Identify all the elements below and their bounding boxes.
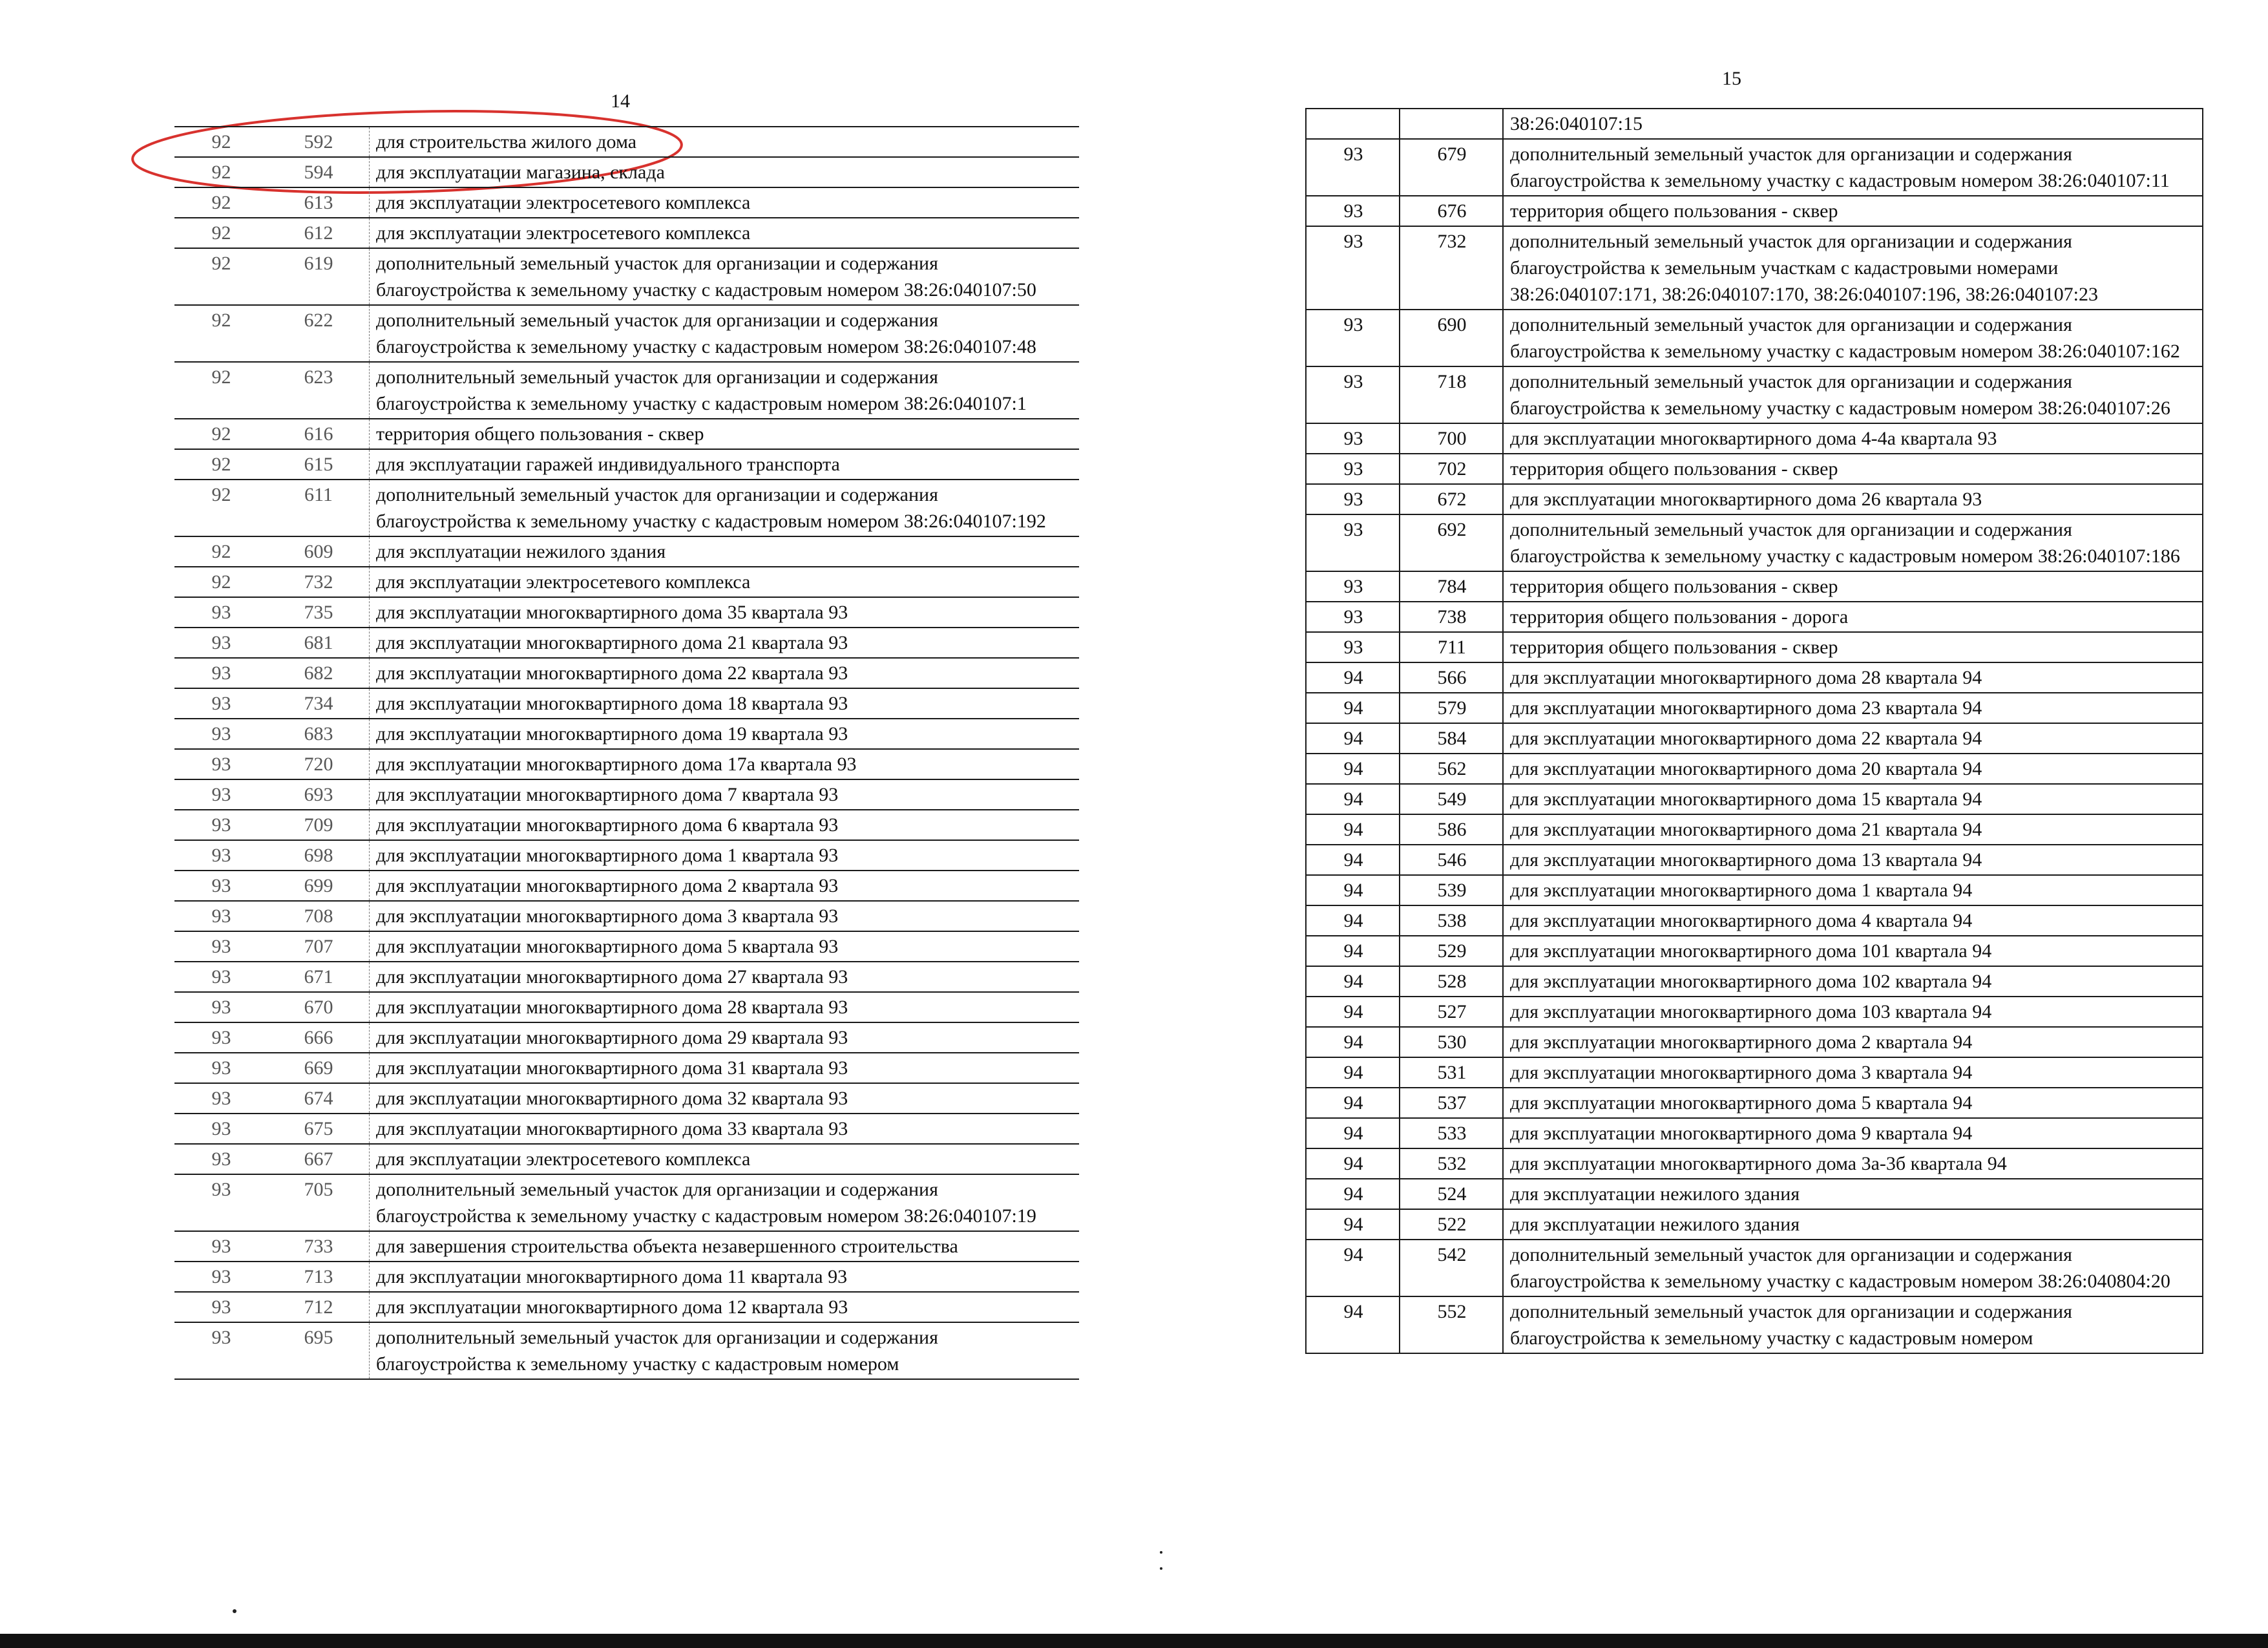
purpose-cell: для эксплуатации электросетевого комплекса	[370, 567, 1080, 597]
quarter-cell: 92	[174, 248, 267, 305]
parcel-number-cell: 527	[1400, 997, 1503, 1027]
purpose-cell: для эксплуатации многоквартирного дома 28 квартала 93	[370, 992, 1080, 1022]
purpose-cell: для эксплуатации многоквартирного дома 22 квартала 93	[370, 658, 1080, 688]
quarter-cell: 94	[1306, 1240, 1400, 1296]
quarter-cell: 93	[1306, 310, 1400, 366]
quarter-cell: 93	[1306, 196, 1400, 226]
parcel-number-cell: 612	[267, 218, 370, 248]
parcel-number-cell: 537	[1400, 1088, 1503, 1118]
parcel-number-cell: 579	[1400, 693, 1503, 723]
parcel-number-cell: 539	[1400, 875, 1503, 905]
table-row	[174, 157, 1079, 187]
parcel-number-cell: 623	[267, 362, 370, 419]
parcel-number-cell: 700	[1400, 423, 1503, 454]
parcel-number-cell: 692	[1400, 514, 1503, 571]
table-row	[174, 901, 1079, 931]
quarter-cell: 93	[1306, 226, 1400, 310]
purpose-cell: дополнительный земельный участок для организации и содержания благоустройства к земельному участку с кадастровым номером 38:26:040107:26	[1503, 366, 2203, 423]
table-row	[174, 1083, 1079, 1114]
purpose-cell: для эксплуатации многоквартирного дома 21 квартала 93	[370, 628, 1080, 658]
quarter-cell: 94	[1306, 693, 1400, 723]
purpose-cell: для эксплуатации электросетевого комплекса	[370, 1144, 1080, 1174]
quarter-cell: 93	[174, 1292, 267, 1322]
quarter-cell: 93	[174, 688, 267, 719]
parcel-number-cell: 702	[1400, 454, 1503, 484]
purpose-cell: для эксплуатации нежилого здания	[1503, 1209, 2203, 1240]
purpose-cell: для эксплуатации многоквартирного дома 4 квартала 94	[1503, 905, 2203, 936]
table-row	[1306, 693, 2203, 723]
table-row	[174, 1262, 1079, 1292]
purpose-cell: для эксплуатации многоквартирного дома 19 квартала 93	[370, 719, 1080, 749]
parcel-number-cell: 615	[267, 449, 370, 480]
table-row	[1306, 632, 2203, 662]
purpose-cell: для эксплуатации многоквартирного дома 2 квартала 94	[1503, 1027, 2203, 1057]
table-row	[1306, 423, 2203, 454]
table-row	[1306, 1240, 2203, 1296]
quarter-cell: 93	[1306, 423, 1400, 454]
purpose-cell: для строительства жилого дома	[370, 127, 1080, 157]
purpose-cell: для эксплуатации многоквартирного дома 5 квартала 93	[370, 931, 1080, 962]
parcel-number-cell: 708	[267, 901, 370, 931]
table-row	[174, 1231, 1079, 1262]
quarter-cell: 94	[1306, 1057, 1400, 1088]
parcel-number-cell: 698	[267, 840, 370, 871]
quarter-cell: 93	[174, 840, 267, 871]
quarter-cell: 93	[1306, 484, 1400, 514]
parcel-number-cell: 670	[267, 992, 370, 1022]
purpose-cell: для эксплуатации многоквартирного дома 12 квартала 93	[370, 1292, 1080, 1322]
quarter-cell: 94	[1306, 754, 1400, 784]
purpose-cell: для эксплуатации электросетевого комплекса	[370, 218, 1080, 248]
quarter-cell: 92	[174, 157, 267, 187]
table-row	[174, 362, 1079, 419]
page-14	[174, 90, 1079, 1545]
purpose-cell: дополнительный земельный участок для организации и содержания благоустройства к земельному участку с кадастровым номером 38:26:040107:19	[370, 1174, 1080, 1231]
table-row	[174, 597, 1079, 628]
table-row	[1306, 454, 2203, 484]
parcel-number-cell: 592	[267, 127, 370, 157]
scan-speck	[233, 1609, 236, 1613]
quarter-cell: 94	[1306, 723, 1400, 754]
quarter-cell: 94	[1306, 1209, 1400, 1240]
purpose-cell: для эксплуатации многоквартирного дома 9 квартала 94	[1503, 1118, 2203, 1148]
table-row	[174, 779, 1079, 810]
parcel-number-cell: 713	[267, 1262, 370, 1292]
parcel-number-cell: 733	[267, 1231, 370, 1262]
table-row	[1306, 1057, 2203, 1088]
purpose-cell: для эксплуатации многоквартирного дома 23 квартала 94	[1503, 693, 2203, 723]
quarter-cell: 94	[1306, 1088, 1400, 1118]
parcel-number-cell: 690	[1400, 310, 1503, 366]
parcel-number-cell	[1400, 109, 1503, 139]
purpose-cell: для эксплуатации многоквартирного дома 29 квартала 93	[370, 1022, 1080, 1053]
quarter-cell: 93	[174, 1083, 267, 1114]
purpose-cell: для эксплуатации многоквартирного дома 103 квартала 94	[1503, 997, 2203, 1027]
parcel-number-cell: 712	[267, 1292, 370, 1322]
parcel-number-cell: 682	[267, 658, 370, 688]
quarter-cell: 93	[174, 1262, 267, 1292]
table-row	[1306, 723, 2203, 754]
purpose-cell: территория общего пользования - сквер	[1503, 454, 2203, 484]
parcel-number-cell: 693	[267, 779, 370, 810]
table-row	[1306, 1027, 2203, 1057]
quarter-cell: 93	[174, 992, 267, 1022]
quarter-cell: 93	[174, 1144, 267, 1174]
quarter-cell: 93	[174, 1174, 267, 1231]
table-row	[174, 658, 1079, 688]
purpose-cell: для эксплуатации магазина, склада	[370, 157, 1080, 187]
page-15	[1305, 68, 2210, 1522]
parcel-number-cell: 531	[1400, 1057, 1503, 1088]
table-row	[174, 1174, 1079, 1231]
table-row	[174, 962, 1079, 992]
parcel-number-cell: 613	[267, 187, 370, 218]
quarter-cell: 93	[1306, 139, 1400, 196]
purpose-cell: территория общего пользования - сквер	[1503, 571, 2203, 602]
quarter-cell: 92	[174, 218, 267, 248]
table-row	[1306, 139, 2203, 196]
table-row	[1306, 662, 2203, 693]
purpose-cell: для эксплуатации многоквартирного дома 5 квартала 94	[1503, 1088, 2203, 1118]
quarter-cell: 93	[174, 719, 267, 749]
table-row	[1306, 754, 2203, 784]
quarter-cell: 93	[174, 1022, 267, 1053]
parcel-number-cell: 528	[1400, 966, 1503, 997]
purpose-cell: дополнительный земельный участок для организации и содержания благоустройства к земельному участку с кадастровым номером 38:26:040107:1	[370, 362, 1080, 419]
purpose-cell: для эксплуатации многоквартирного дома 21 квартала 94	[1503, 814, 2203, 845]
quarter-cell: 92	[174, 480, 267, 536]
purpose-cell: для эксплуатации многоквартирного дома 31 квартала 93	[370, 1053, 1080, 1083]
quarter-cell: 94	[1306, 997, 1400, 1027]
purpose-cell: для эксплуатации многоквартирного дома 6 квартала 93	[370, 810, 1080, 840]
quarter-cell: 92	[174, 449, 267, 480]
table-row	[174, 931, 1079, 962]
purpose-cell: для эксплуатации многоквартирного дома 1 квартала 94	[1503, 875, 2203, 905]
purpose-cell: для эксплуатации многоквартирного дома 18 квартала 93	[370, 688, 1080, 719]
parcel-number-cell: 695	[267, 1322, 370, 1379]
quarter-cell: 93	[174, 658, 267, 688]
parcel-number-cell: 622	[267, 305, 370, 362]
table-row	[174, 218, 1079, 248]
purpose-cell: дополнительный земельный участок для организации и содержания благоустройства к земельному участку с кадастровым номером	[1503, 1296, 2203, 1353]
purpose-cell: территория общего пользования - сквер	[370, 419, 1080, 449]
quarter-cell: 92	[174, 567, 267, 597]
quarter-cell: 93	[174, 810, 267, 840]
parcel-number-cell: 675	[267, 1114, 370, 1144]
parcel-number-cell: 586	[1400, 814, 1503, 845]
table-row	[1306, 1148, 2203, 1179]
parcel-number-cell: 672	[1400, 484, 1503, 514]
purpose-cell: дополнительный земельный участок для организации и содержания благоустройства к земельному участку с кадастровым номером 38:26:040107:162	[1503, 310, 2203, 366]
parcel-table	[1305, 108, 2203, 1354]
purpose-cell: для эксплуатации многоквартирного дома 35 квартала 93	[370, 597, 1080, 628]
page-number: 15	[1722, 68, 1741, 89]
purpose-cell: для эксплуатации многоквартирного дома 4-4а квартала 93	[1503, 423, 2203, 454]
purpose-cell: для завершения строительства объекта незавершенного строительства	[370, 1231, 1080, 1262]
parcel-number-cell: 532	[1400, 1148, 1503, 1179]
purpose-cell: для эксплуатации многоквартирного дома 17а квартала 93	[370, 749, 1080, 779]
table-row	[1306, 571, 2203, 602]
parcel-number-cell: 530	[1400, 1027, 1503, 1057]
table-row	[1306, 845, 2203, 875]
quarter-cell: 93	[1306, 366, 1400, 423]
quarter-cell: 94	[1306, 784, 1400, 814]
purpose-cell: для эксплуатации многоквартирного дома 11 квартала 93	[370, 1262, 1080, 1292]
purpose-cell: 38:26:040107:15	[1503, 109, 2203, 139]
purpose-cell: дополнительный земельный участок для организации и содержания благоустройства к земельному участку с кадастровым номером	[370, 1322, 1080, 1379]
table-row	[1306, 1179, 2203, 1209]
quarter-cell: 93	[174, 962, 267, 992]
table-row	[174, 187, 1079, 218]
purpose-cell: территория общего пользования - сквер	[1503, 632, 2203, 662]
table-row	[1306, 366, 2203, 423]
parcel-number-cell: 671	[267, 962, 370, 992]
parcel-number-cell: 784	[1400, 571, 1503, 602]
quarter-cell	[1306, 109, 1400, 139]
parcel-number-cell: 524	[1400, 1179, 1503, 1209]
purpose-cell: для эксплуатации многоквартирного дома 27 квартала 93	[370, 962, 1080, 992]
quarter-cell: 93	[174, 779, 267, 810]
scan-edge	[0, 1634, 2268, 1648]
purpose-cell: для эксплуатации многоквартирного дома 102 квартала 94	[1503, 966, 2203, 997]
table-row	[174, 688, 1079, 719]
table-row	[174, 449, 1079, 480]
table-row	[174, 127, 1079, 157]
quarter-cell: 94	[1306, 1148, 1400, 1179]
quarter-cell: 94	[1306, 662, 1400, 693]
quarter-cell: 93	[1306, 632, 1400, 662]
parcel-number-cell: 674	[267, 1083, 370, 1114]
table-row	[174, 719, 1079, 749]
quarter-cell: 94	[1306, 1296, 1400, 1353]
quarter-cell: 93	[174, 1231, 267, 1262]
quarter-cell: 92	[174, 187, 267, 218]
parcel-number-cell: 707	[267, 931, 370, 962]
quarter-cell: 93	[174, 871, 267, 901]
parcel-number-cell: 718	[1400, 366, 1503, 423]
parcel-number-cell: 611	[267, 480, 370, 536]
purpose-cell: дополнительный земельный участок для организации и содержания благоустройства к земельному участку с кадастровым номером 38:26:040107:186	[1503, 514, 2203, 571]
purpose-cell: для эксплуатации многоквартирного дома 1 квартала 93	[370, 840, 1080, 871]
parcel-number-cell: 619	[267, 248, 370, 305]
quarter-cell: 93	[174, 1322, 267, 1379]
purpose-cell: территория общего пользования - сквер	[1503, 196, 2203, 226]
parcel-number-cell: 720	[267, 749, 370, 779]
purpose-cell: дополнительный земельный участок для организации и содержания благоустройства к земельному участку с кадастровым номером 38:26:040107:11	[1503, 139, 2203, 196]
purpose-cell: для эксплуатации многоквартирного дома 101 квартала 94	[1503, 936, 2203, 966]
parcel-number-cell: 566	[1400, 662, 1503, 693]
scan-speck	[1160, 1567, 1162, 1570]
table-row	[1306, 310, 2203, 366]
parcel-number-cell: 699	[267, 871, 370, 901]
parcel-number-cell: 709	[267, 810, 370, 840]
quarter-cell: 94	[1306, 1118, 1400, 1148]
table-row	[174, 536, 1079, 567]
quarter-cell: 94	[1306, 966, 1400, 997]
parcel-number-cell: 667	[267, 1144, 370, 1174]
purpose-cell: для эксплуатации многоквартирного дома 33 квартала 93	[370, 1114, 1080, 1144]
purpose-cell: дополнительный земельный участок для организации и содержания благоустройства к земельному участку с кадастровым номером 38:26:040107:48	[370, 305, 1080, 362]
table-row	[174, 749, 1079, 779]
table-row	[1306, 966, 2203, 997]
purpose-cell: для эксплуатации нежилого здания	[370, 536, 1080, 567]
table-row	[1306, 1296, 2203, 1353]
table-row	[1306, 1088, 2203, 1118]
parcel-number-cell: 679	[1400, 139, 1503, 196]
table-row	[174, 840, 1079, 871]
purpose-cell: для эксплуатации многоквартирного дома 32 квартала 93	[370, 1083, 1080, 1114]
quarter-cell: 93	[174, 1053, 267, 1083]
parcel-number-cell: 711	[1400, 632, 1503, 662]
table-row	[1306, 814, 2203, 845]
purpose-cell: для эксплуатации гаражей индивидуального транспорта	[370, 449, 1080, 480]
parcel-number-cell: 734	[267, 688, 370, 719]
quarter-cell: 92	[174, 362, 267, 419]
parcel-number-cell: 533	[1400, 1118, 1503, 1148]
parcel-number-cell: 666	[267, 1022, 370, 1053]
table-row	[174, 1322, 1079, 1379]
purpose-cell: для эксплуатации многоквартирного дома 3 квартала 93	[370, 901, 1080, 931]
quarter-cell: 92	[174, 419, 267, 449]
table-row	[174, 1292, 1079, 1322]
table-row	[174, 567, 1079, 597]
quarter-cell: 94	[1306, 936, 1400, 966]
table-row	[1306, 484, 2203, 514]
scan-speck	[1160, 1551, 1162, 1554]
quarter-cell: 93	[1306, 514, 1400, 571]
purpose-cell: для эксплуатации многоквартирного дома 28 квартала 94	[1503, 662, 2203, 693]
quarter-cell: 93	[174, 597, 267, 628]
table-row	[1306, 196, 2203, 226]
parcel-number-cell: 683	[267, 719, 370, 749]
table-row	[174, 1022, 1079, 1053]
table-row	[1306, 875, 2203, 905]
table-row	[174, 419, 1079, 449]
quarter-cell: 92	[174, 536, 267, 567]
quarter-cell: 94	[1306, 814, 1400, 845]
parcel-number-cell: 546	[1400, 845, 1503, 875]
quarter-cell: 92	[174, 305, 267, 362]
parcel-number-cell: 529	[1400, 936, 1503, 966]
table-row	[174, 628, 1079, 658]
parcel-number-cell: 669	[267, 1053, 370, 1083]
parcel-number-cell: 732	[267, 567, 370, 597]
quarter-cell: 93	[1306, 602, 1400, 632]
parcel-number-cell: 538	[1400, 905, 1503, 936]
purpose-cell: дополнительный земельный участок для организации и содержания благоустройства к земельным участкам с кадастровыми номерами 38:26:040107:171, 38:26:040107:170, 38:26:040107:196, 38:26:040107:23	[1503, 226, 2203, 310]
quarter-cell: 93	[1306, 454, 1400, 484]
parcel-number-cell: 562	[1400, 754, 1503, 784]
table-row	[174, 1053, 1079, 1083]
purpose-cell: дополнительный земельный участок для организации и содержания благоустройства к земельному участку с кадастровым номером 38:26:040107:192	[370, 480, 1080, 536]
table-row	[1306, 109, 2203, 139]
parcel-number-cell: 584	[1400, 723, 1503, 754]
purpose-cell: дополнительный земельный участок для организации и содержания благоустройства к земельному участку с кадастровым номером 38:26:040804:20	[1503, 1240, 2203, 1296]
purpose-cell: для эксплуатации многоквартирного дома 2 квартала 93	[370, 871, 1080, 901]
parcel-number-cell: 676	[1400, 196, 1503, 226]
table-row	[174, 305, 1079, 362]
quarter-cell: 94	[1306, 905, 1400, 936]
table-row	[174, 871, 1079, 901]
parcel-number-cell: 549	[1400, 784, 1503, 814]
quarter-cell: 94	[1306, 1179, 1400, 1209]
quarter-cell: 93	[174, 901, 267, 931]
table-row	[1306, 936, 2203, 966]
table-row	[174, 992, 1079, 1022]
purpose-cell: для эксплуатации многоквартирного дома 3 квартала 94	[1503, 1057, 2203, 1088]
purpose-cell: для эксплуатации многоквартирного дома 26 квартала 93	[1503, 484, 2203, 514]
purpose-cell: для эксплуатации многоквартирного дома 22 квартала 94	[1503, 723, 2203, 754]
table-row	[1306, 226, 2203, 310]
parcel-number-cell: 705	[267, 1174, 370, 1231]
purpose-cell: для эксплуатации многоквартирного дома 3а-3б квартала 94	[1503, 1148, 2203, 1179]
parcel-number-cell: 522	[1400, 1209, 1503, 1240]
parcel-number-cell: 738	[1400, 602, 1503, 632]
parcel-table	[174, 126, 1079, 1380]
purpose-cell: для эксплуатации электросетевого комплекса	[370, 187, 1080, 218]
quarter-cell: 93	[174, 749, 267, 779]
table-row	[1306, 997, 2203, 1027]
parcel-number-cell: 594	[267, 157, 370, 187]
table-row	[1306, 514, 2203, 571]
purpose-cell: для эксплуатации многоквартирного дома 7 квартала 93	[370, 779, 1080, 810]
table-row	[174, 1114, 1079, 1144]
table-row	[174, 810, 1079, 840]
parcel-number-cell: 552	[1400, 1296, 1503, 1353]
quarter-cell: 94	[1306, 875, 1400, 905]
purpose-cell: для эксплуатации многоквартирного дома 13 квартала 94	[1503, 845, 2203, 875]
parcel-number-cell: 616	[267, 419, 370, 449]
table-row	[174, 248, 1079, 305]
purpose-cell: для эксплуатации многоквартирного дома 15 квартала 94	[1503, 784, 2203, 814]
parcel-number-cell: 735	[267, 597, 370, 628]
table-row	[1306, 1209, 2203, 1240]
table-row	[1306, 1118, 2203, 1148]
quarter-cell: 94	[1306, 845, 1400, 875]
purpose-cell: территория общего пользования - дорога	[1503, 602, 2203, 632]
quarter-cell: 93	[174, 931, 267, 962]
purpose-cell: дополнительный земельный участок для организации и содержания благоустройства к земельному участку с кадастровым номером 38:26:040107:50	[370, 248, 1080, 305]
quarter-cell: 93	[174, 628, 267, 658]
parcel-number-cell: 681	[267, 628, 370, 658]
quarter-cell: 93	[174, 1114, 267, 1144]
table-row	[1306, 905, 2203, 936]
purpose-cell: для эксплуатации нежилого здания	[1503, 1179, 2203, 1209]
parcel-number-cell: 732	[1400, 226, 1503, 310]
parcel-number-cell: 542	[1400, 1240, 1503, 1296]
table-row	[1306, 784, 2203, 814]
quarter-cell: 93	[1306, 571, 1400, 602]
page-number: 14	[611, 90, 630, 112]
parcel-number-cell: 609	[267, 536, 370, 567]
quarter-cell: 92	[174, 127, 267, 157]
table-row	[174, 1144, 1079, 1174]
quarter-cell: 94	[1306, 1027, 1400, 1057]
table-row	[1306, 602, 2203, 632]
purpose-cell: для эксплуатации многоквартирного дома 20 квартала 94	[1503, 754, 2203, 784]
table-row	[174, 480, 1079, 536]
